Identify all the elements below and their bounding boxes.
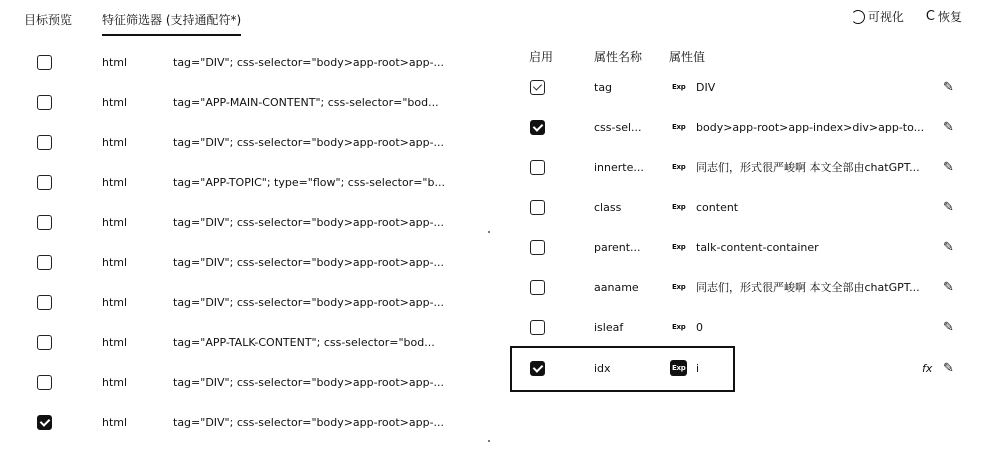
- expression-icon[interactable]: Exp: [672, 283, 686, 291]
- item-description: tag="APP-MAIN-CONTENT"; css-selector="bod...: [173, 95, 439, 109]
- attribute-value[interactable]: content: [696, 200, 739, 214]
- header-enabled: 启用: [529, 50, 554, 64]
- list-item[interactable]: [0, 322, 480, 362]
- item-type: html: [102, 415, 128, 429]
- expression-icon[interactable]: Exp: [672, 203, 686, 211]
- attribute-row: [512, 227, 962, 267]
- edit-icon[interactable]: ✎: [943, 119, 954, 135]
- attribute-name: isleaf: [594, 320, 624, 334]
- highlight-box: [510, 346, 735, 392]
- attribute-name: parent...: [594, 240, 641, 254]
- item-description: tag="DIV"; css-selector="body>app-root>app-...: [173, 135, 445, 149]
- edit-icon[interactable]: ✎: [943, 319, 954, 335]
- item-description: tag="DIV"; css-selector="body>app-root>app-...: [173, 295, 445, 309]
- item-description: tag="DIV"; css-selector="body>app-root>app-...: [173, 215, 445, 229]
- item-type: html: [102, 335, 128, 349]
- ring-icon: [851, 10, 865, 24]
- separator-dot: [488, 231, 490, 233]
- list-item[interactable]: [0, 82, 480, 122]
- attribute-value[interactable]: DIV: [696, 80, 716, 94]
- attribute-row: [512, 107, 962, 147]
- attribute-name: innerte...: [594, 160, 644, 174]
- restore-label: 恢复: [937, 10, 962, 24]
- item-description: tag="APP-TOPIC"; type="flow"; css-selector="b...: [173, 175, 445, 189]
- item-type: html: [102, 95, 128, 109]
- item-type: html: [102, 215, 128, 229]
- enable-checkbox[interactable]: [530, 160, 545, 175]
- item-type: html: [102, 375, 128, 389]
- row-checkbox[interactable]: [37, 255, 52, 270]
- attribute-name: aaname: [594, 280, 639, 294]
- expression-icon[interactable]: Exp: [672, 243, 686, 251]
- restore-icon: C: [925, 9, 935, 24]
- enable-checkbox[interactable]: [530, 240, 545, 255]
- row-checkbox[interactable]: [37, 175, 52, 190]
- attribute-value[interactable]: body>app-root>app-index>div>app-to...: [696, 120, 925, 134]
- row-checkbox[interactable]: [37, 215, 52, 230]
- edit-icon[interactable]: ✎: [943, 279, 954, 295]
- item-description: tag="DIV"; css-selector="body>app-root>app-...: [173, 255, 445, 269]
- list-item[interactable]: [0, 362, 480, 402]
- list-item[interactable]: [0, 242, 480, 282]
- attribute-value[interactable]: talk-content-container: [696, 240, 819, 254]
- item-type: html: [102, 295, 128, 309]
- list-item[interactable]: [0, 402, 480, 442]
- tab-feature-filter[interactable]: 特征筛选器 (支持通配符*): [102, 8, 241, 36]
- attribute-row: [512, 147, 962, 187]
- row-checkbox[interactable]: [37, 335, 52, 350]
- expression-icon[interactable]: Exp: [670, 360, 687, 376]
- attribute-value[interactable]: 同志们，形式很严峻啊 本文全部由chatGPT...: [696, 161, 920, 174]
- row-checkbox[interactable]: [37, 55, 52, 70]
- attribute-value[interactable]: 同志们，形式很严峻啊 本文全部由chatGPT...: [696, 281, 920, 294]
- item-description: tag="APP-TALK-CONTENT"; css-selector="bod...: [173, 335, 435, 349]
- item-type: html: [102, 55, 128, 69]
- item-type: html: [102, 255, 128, 269]
- item-description: tag="DIV"; css-selector="body>app-root>app-...: [173, 375, 445, 389]
- attribute-row: [512, 307, 962, 347]
- edit-icon[interactable]: ✎: [943, 199, 954, 215]
- attribute-row: [512, 187, 962, 227]
- expression-icon[interactable]: Exp: [672, 163, 686, 171]
- visualize-label: 可视化: [867, 10, 904, 24]
- expression-icon[interactable]: Exp: [672, 323, 686, 331]
- top-actions: [851, 8, 962, 25]
- list-item[interactable]: [0, 42, 480, 82]
- row-checkbox[interactable]: [37, 135, 52, 150]
- header-attribute-value: 属性值: [669, 50, 706, 64]
- header-attribute-name: 属性名称: [594, 50, 643, 64]
- attribute-row: [512, 267, 962, 307]
- attribute-name: css-sel...: [594, 120, 642, 134]
- list-item[interactable]: [0, 122, 480, 162]
- item-type: html: [102, 135, 128, 149]
- attribute-value[interactable]: i: [696, 361, 700, 375]
- edit-icon[interactable]: ✎: [943, 360, 954, 376]
- attribute-row: [512, 67, 962, 107]
- enable-checkbox[interactable]: [530, 280, 545, 295]
- row-checkbox[interactable]: [37, 415, 52, 430]
- enable-checkbox[interactable]: [530, 200, 545, 215]
- tab-bar: [24, 8, 241, 36]
- separator-dot: [488, 440, 490, 442]
- expression-icon[interactable]: Exp: [672, 123, 686, 131]
- visualize-button[interactable]: [851, 8, 904, 25]
- expression-icon[interactable]: Exp: [672, 83, 686, 91]
- list-item[interactable]: [0, 282, 480, 322]
- tab-target-preview[interactable]: 目标预览: [24, 13, 73, 27]
- enable-checkbox[interactable]: [530, 120, 545, 135]
- list-item[interactable]: [0, 162, 480, 202]
- row-checkbox[interactable]: [37, 95, 52, 110]
- attribute-name: idx: [594, 361, 611, 375]
- item-description: tag="DIV"; css-selector="body>app-root>app-...: [173, 415, 445, 429]
- row-checkbox[interactable]: [37, 295, 52, 310]
- item-type: html: [102, 175, 128, 189]
- enable-checkbox[interactable]: [530, 320, 545, 335]
- attribute-name: class: [594, 200, 622, 214]
- edit-icon[interactable]: ✎: [943, 159, 954, 175]
- row-checkbox[interactable]: [37, 375, 52, 390]
- edit-icon[interactable]: ✎: [943, 79, 954, 95]
- edit-icon[interactable]: ✎: [943, 239, 954, 255]
- function-icon[interactable]: fx: [922, 361, 933, 375]
- restore-button[interactable]: [926, 8, 962, 25]
- enable-checkbox[interactable]: [530, 80, 545, 95]
- list-item[interactable]: [0, 202, 480, 242]
- attribute-name: tag: [594, 80, 613, 94]
- attribute-value[interactable]: 0: [696, 320, 703, 334]
- item-description: tag="DIV"; css-selector="body>app-root>app-...: [173, 55, 445, 69]
